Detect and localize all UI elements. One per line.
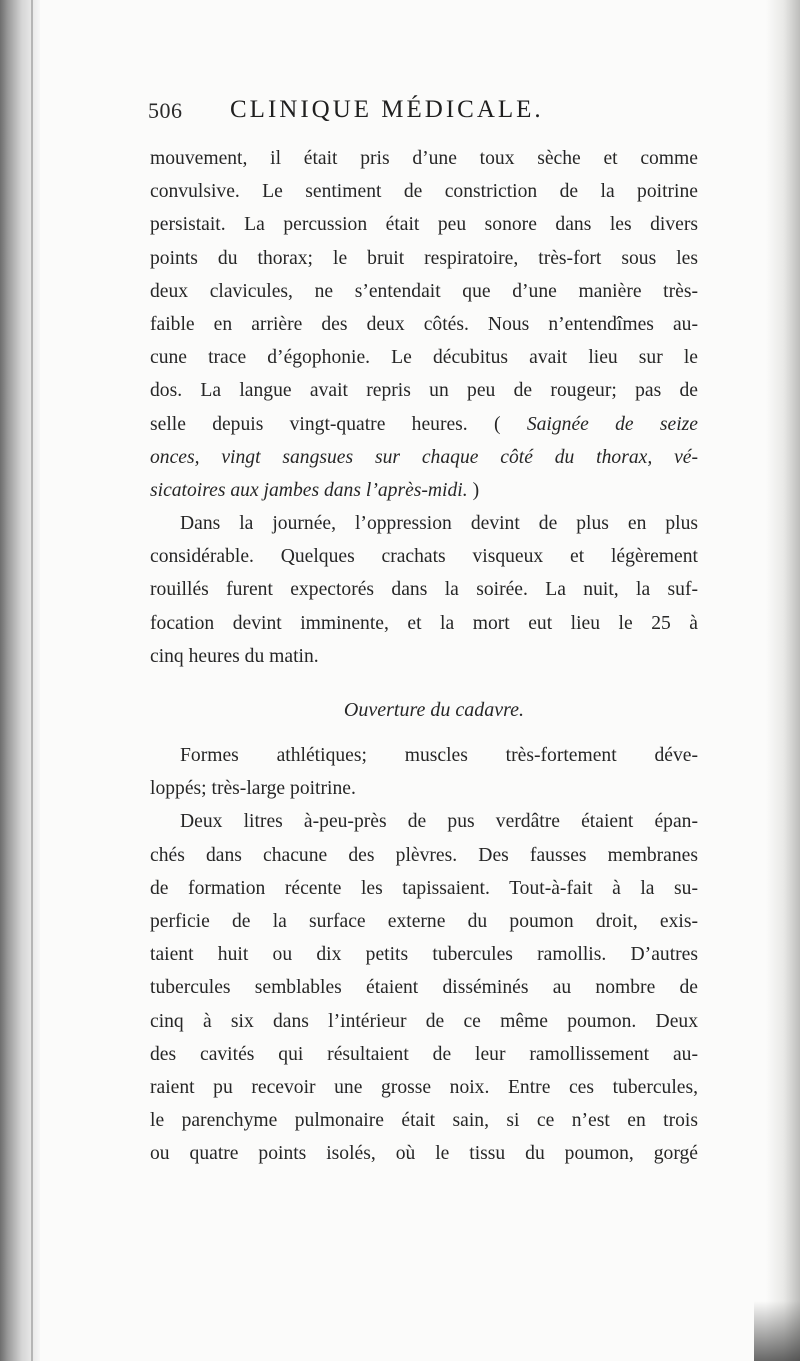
text-line: chés dans chacune des plèvres. Des fausses membranes	[150, 844, 698, 866]
text-line: perficie de la surface externe du poumon droit, exis-	[150, 910, 698, 932]
text-line: convulsive. Le sentiment de constriction de la poitrine	[150, 181, 698, 203]
text-line: deux clavicules, ne s’entendait que d’une manière très-	[150, 280, 698, 302]
page-binding-shadow	[0, 0, 40, 1361]
text-line	[150, 408, 698, 441]
page-header	[148, 98, 708, 138]
text-line: focation devint imminente, et la mort eut lieu le 25 à	[150, 612, 698, 634]
paragraph	[150, 507, 698, 673]
paragraph	[150, 142, 698, 507]
text-line: rouillés furent expectorés dans la soirée. La nuit, la suf-	[150, 579, 698, 601]
text-line: Formes athlétiques; muscles très-fortement déve-	[180, 745, 698, 766]
text-fragment: selle depuis vingt-quatre heures. (	[150, 413, 501, 435]
text-line: considérable. Quelques crachats visqueux et légèrement	[150, 546, 698, 568]
binding-crease	[31, 0, 33, 1361]
text-fragment: )	[472, 479, 480, 501]
treatment-note: Saignée de seize	[526, 413, 698, 435]
text-line: dos. La langue avait repris un peu de rougeur; pas de	[150, 380, 698, 402]
text-line: taient huit ou dix petits tubercules ramollis. D’autres	[150, 944, 698, 966]
paragraph	[150, 805, 698, 1170]
text-line: cune trace d’égophonie. Le décubitus avait lieu sur le	[150, 347, 698, 369]
section-heading: Ouverture du cadavre.	[343, 699, 525, 721]
text-line: Deux litres à-peu-près de pus verdâtre étaient épan-	[180, 811, 698, 833]
page-edge-shadow	[766, 0, 800, 1361]
text-line: Dans la journée, l’oppression devint de plus en plus	[180, 513, 698, 535]
body-text	[150, 142, 698, 1170]
page-number: 506	[148, 98, 183, 123]
text-line: le parenchyme pulmonaire était sain, si ce n’est en trois	[150, 1110, 698, 1132]
paragraph	[150, 739, 698, 805]
text-line: mouvement, il était pris d’une toux sèche et comme	[150, 148, 698, 169]
text-line: points du thorax; le bruit respiratoire, très-fort sous les	[150, 247, 698, 269]
text-line	[150, 474, 698, 507]
text-line: tubercules semblables étaient disséminés au nombre de	[150, 977, 698, 999]
text-line: cinq à six dans l’intérieur de ce même poumon. Deux	[150, 1010, 698, 1032]
text-line: de formation récente les tapissaient. Tout-à-fait à la su-	[150, 877, 698, 899]
text-line: des cavités qui résultaient de leur ramollissement au-	[150, 1043, 698, 1065]
text-line: loppés; très-large poitrine.	[150, 778, 356, 800]
corner-shadow	[754, 1301, 800, 1361]
running-title: CLINIQUE MÉDICALE.	[230, 96, 544, 123]
treatment-note: onces, vingt sangsues sur chaque côté du thorax, vé-	[150, 446, 698, 468]
text-line: cinq heures du matin.	[150, 645, 319, 667]
text-line: faible en arrière des deux côtés. Nous n’entendîmes au-	[150, 313, 698, 335]
treatment-note: sicatoires aux jambes dans l’après-midi.	[150, 479, 468, 501]
text-line: ou quatre points isolés, où le tissu du poumon, gorgé	[150, 1143, 698, 1165]
text-line: raient pu recevoir une grosse noix. Entre ces tubercules,	[150, 1076, 698, 1098]
text-line: persistait. La percussion était peu sonore dans les divers	[150, 214, 698, 236]
